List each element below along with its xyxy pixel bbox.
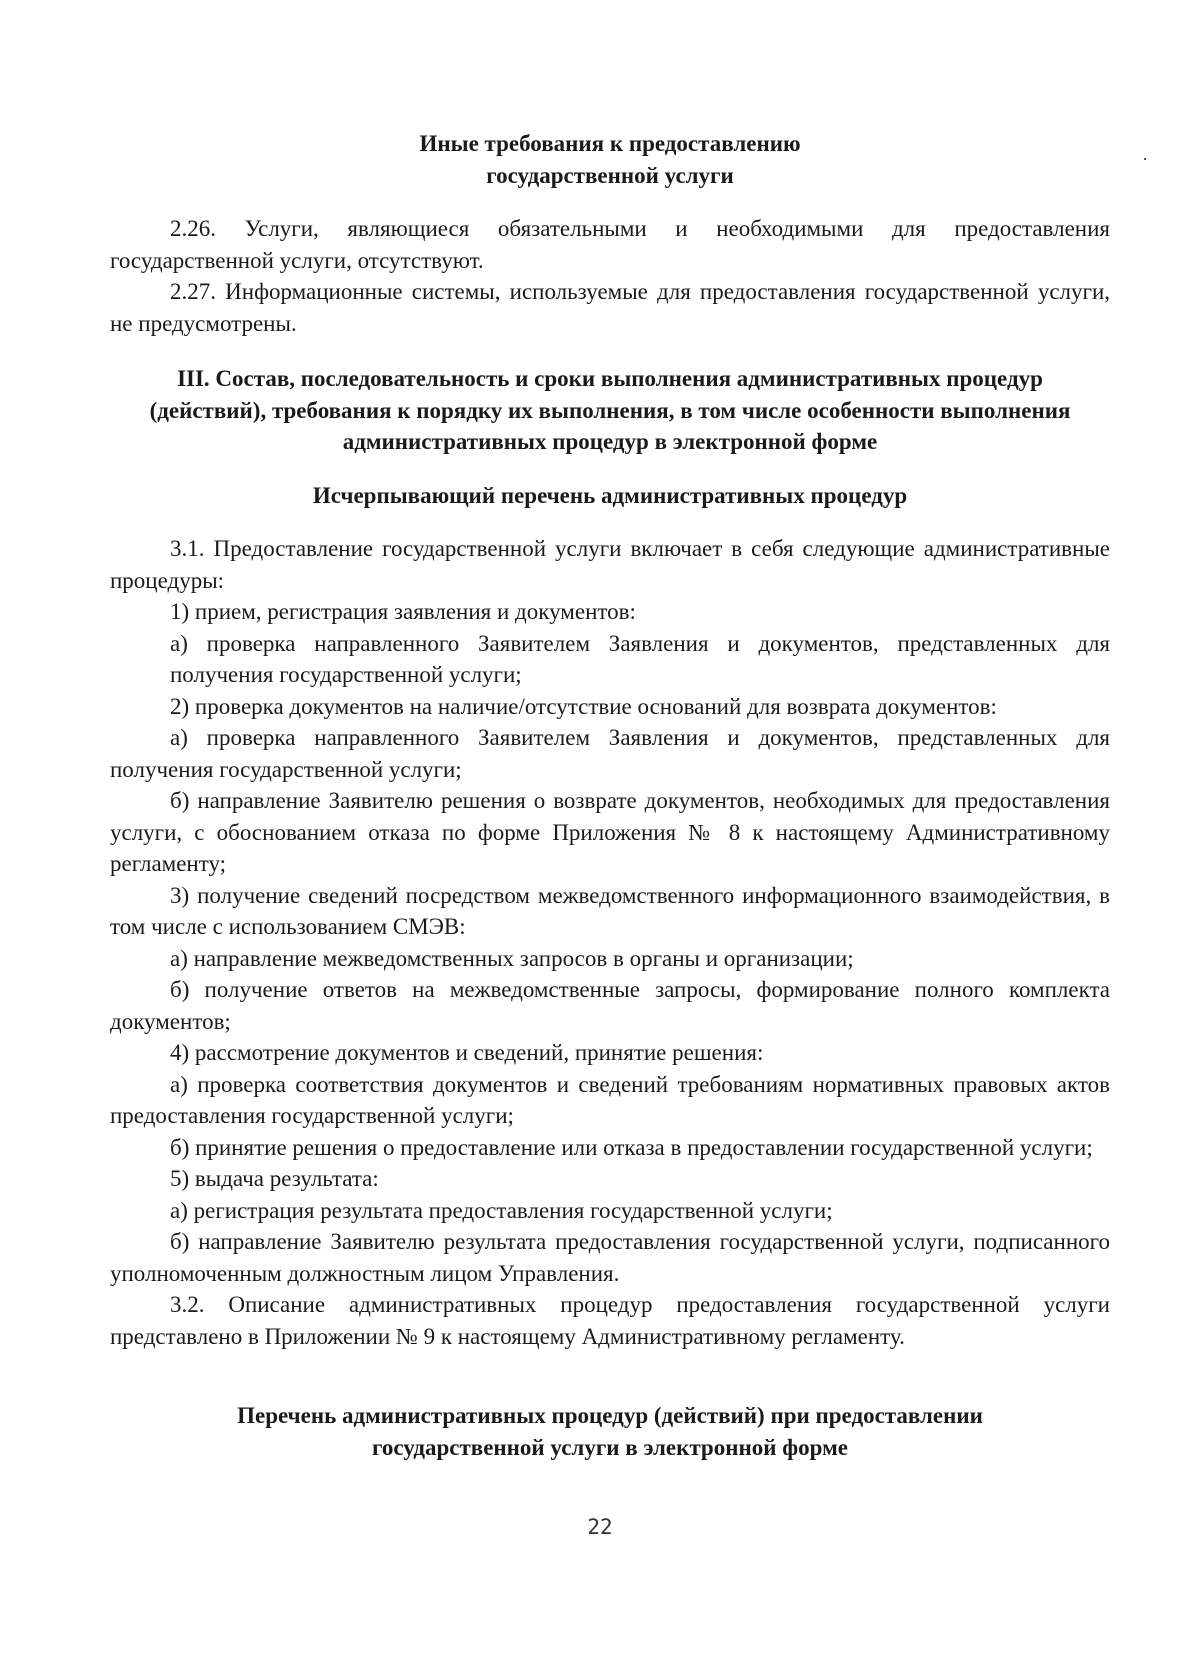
paragraph-2-26: 2.26. Услуги, являющиеся обязательными и необходимыми для предоставления государственной услуги, отсутствуют. bbox=[110, 216, 1110, 273]
list-item: 3) получение сведений посредством межведомственного информационного взаимодействия, в том числе с использованием СМЭВ: bbox=[110, 882, 1110, 939]
list-item: а) проверка направленного Заявителем Заявления и документов, представленных для получения государственной услуги; bbox=[170, 630, 1110, 687]
list-item: а) проверка соответствия документов и сведений требованиям нормативных правовых актов предоставления государственной услуги; bbox=[110, 1071, 1110, 1128]
paragraph-3-2: 3.2. Описание административных процедур предоставления государственной услуги представлено в Приложении № 9 к настоящему Административному регламенту. bbox=[110, 1292, 1110, 1349]
list-item: б) направление Заявителю решения о возврате документов, необходимых для предоставления услуги, с обоснованием отказа по форме Приложения № 8 к настоящему Административному регламенту; bbox=[110, 788, 1110, 876]
list-item: б) получение ответов на межведомственные запросы, формирование полного комплекта документов; bbox=[110, 977, 1110, 1034]
document-page bbox=[110, 128, 1110, 1463]
list-item: б) направление Заявителю результата предоставления государственной услуги, подписанного уполномоченным должностным лицом Управления. bbox=[110, 1229, 1110, 1286]
list-item: а) направление межведомственных запросов в органы и организации; bbox=[170, 945, 854, 971]
heading-other-requirements: Иные требования к предоставлению государственной услуги bbox=[419, 131, 801, 188]
page-number: 22 bbox=[587, 1515, 613, 1539]
heading-electronic-list: Перечень административных процедур (действий) при предоставлении государственной услуги в электронной форме bbox=[237, 1403, 983, 1460]
list-item: 1) прием, регистрация заявления и документов: bbox=[170, 599, 636, 624]
paragraph-2-27: 2.27. Информационные системы, используемые для предоставления государственной услуги, не предусмотрены. bbox=[110, 279, 1110, 336]
scan-speck bbox=[1144, 158, 1146, 160]
list-item: 5) выдача результата: bbox=[170, 1166, 379, 1191]
heading-exhaustive-list: Исчерпывающий перечень административных процедур bbox=[312, 482, 908, 508]
procedure-list bbox=[110, 596, 1110, 1289]
list-item: а) проверка направленного Заявителем Заявления и документов, представленных для получения государственной услуги; bbox=[110, 725, 1110, 782]
paragraph-3-1: 3.1. Предоставление государственной услуги включает в себя следующие административные процедуры: bbox=[110, 536, 1110, 593]
list-item: а) регистрация результата предоставления государственной услуги; bbox=[170, 1197, 833, 1223]
list-item: б) принятие решения о предоставление или отказа в предоставлении государственной услуги; bbox=[170, 1134, 1093, 1160]
list-item: 4) рассмотрение документов и сведений, принятие решения: bbox=[170, 1040, 764, 1065]
heading-section-3: III. Состав, последовательность и сроки выполнения административных процедур (действий), требования к порядку их выполнения, в том числе особенности выполнения административных процедур в электронной форме bbox=[149, 366, 1071, 454]
list-item: 2) проверка документов на наличие/отсутствие оснований для возврата документов: bbox=[170, 693, 997, 719]
